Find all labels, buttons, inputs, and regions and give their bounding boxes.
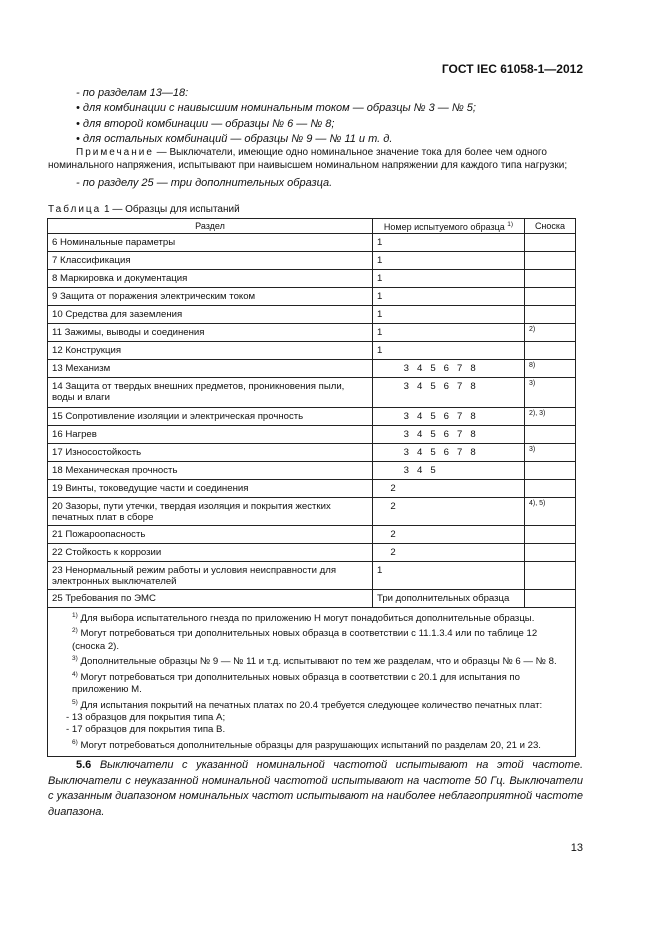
footnote-marker: 3) [72,655,78,663]
test-sample-list [76,86,476,147]
header-footnote: Сноска [525,219,576,234]
list-item: • для остальных комбинаций — образцы № 9 — № 11 и т. д. [76,132,393,145]
table-row [48,444,576,462]
header-sample-label: Номер испытуемого образца [383,221,505,232]
row-footnote: 3) [525,444,576,462]
table-row [48,234,576,252]
row-section: 7 Классификация [48,252,373,270]
row-footnote [525,562,576,590]
row-sample: 3 4 5 6 7 8 [373,426,525,444]
row-sample: 2 [373,480,525,498]
row-sample: 1 [373,324,525,342]
row-sample: 3 4 5 6 7 8 [373,360,525,378]
row-footnote [525,462,576,480]
row-section: 9 Защита от поражения электрическим током [48,288,373,306]
row-section: 11 Зажимы, выводы и соединения [48,324,373,342]
table-caption-label: Таблица [48,204,102,215]
row-section: 22 Стойкость к коррозии [48,544,373,562]
row-sample: 3 4 5 6 7 8 [373,408,525,426]
row-sample: Три дополнительных образца [373,590,525,608]
footnote-5-item-b: - 17 образцов для покрытия типа В. [66,724,226,736]
table-row [48,408,576,426]
table-row [48,462,576,480]
row-section: 25 Требования по ЭМС [48,590,373,608]
table-row [48,426,576,444]
footnote-marker: 6) [72,738,78,746]
document-header: ГОСТ IEC 61058-1—2012 [441,62,583,76]
row-footnote: 8) [525,360,576,378]
table-row [48,480,576,498]
clause-5-6 [48,758,583,820]
row-footnote [525,270,576,288]
row-section: 14 Защита от твердых внешних предметов, проникновения пыли, воды и влаги [48,378,373,408]
table-row [48,306,576,324]
footnote-text: Могут потребоваться три дополнительных новых образца в соответствии с 11.1.3.4 или по таблице 12 (сноска 2). [72,628,538,652]
row-sample: 2 [373,526,525,544]
table-row [48,342,576,360]
header-sample-number [373,219,525,234]
footnote-marker: 2) [72,627,78,635]
row-footnote [525,590,576,608]
footnote-5-item-a: - 13 образцов для покрытия типа А; [66,712,226,724]
footnote-text: Могут потребоваться дополнительные образцы для разрушающих испытаний по разделам 20, 21 и 23. [77,739,541,751]
footnote-5 [54,697,571,712]
row-footnote [525,288,576,306]
table-row [48,590,576,608]
row-footnote [525,480,576,498]
footnote-text: Для выбора испытательного гнезда по приложению Н могут понадобиться дополнительные образцы. [77,613,535,625]
table-row [48,270,576,288]
row-footnote [525,252,576,270]
note-text: — Выключатели, имеющие одно номинальное значение тока для более чем одного номинального напряжения, испытывают при наивысшем номинальном напряжении для каждого типа нагрузки; [48,147,568,171]
header-sample-sup: 1) [507,220,514,228]
row-sample: 1 [373,562,525,590]
footnote-text: Для испытания покрытий на печатных платах по 20.4 требуется следующее количество печатных плат: [77,699,543,711]
footnote-1 [54,610,571,625]
row-footnote [525,342,576,360]
header-section: Раздел [48,219,373,234]
row-footnote [525,306,576,324]
row-section: 21 Пожароопасность [48,526,373,544]
row-section: 8 Маркировка и документация [48,270,373,288]
table-row [48,526,576,544]
row-sample: 1 [373,342,525,360]
table-row [48,378,576,408]
footnote-marker: 5) [72,698,78,706]
table-row [48,562,576,590]
list-item: • для второй комбинации — образцы № 6 — № 8; [76,117,335,130]
row-footnote [525,234,576,252]
clause-number: 5.6 [76,759,92,771]
row-section: 16 Нагрев [48,426,373,444]
row-section: 23 Ненормальный режим работы и условия неисправности для электронных выключателей [48,562,373,590]
table-row [48,324,576,342]
row-section: 12 Конструкция [48,342,373,360]
row-footnote: 2) [525,324,576,342]
footnote-marker: 4) [72,670,78,678]
row-footnote [525,526,576,544]
row-section: 13 Механизм [48,360,373,378]
note-label: Примечание [76,147,154,158]
list-item: - по разделам 13—18: [76,87,189,99]
row-section: 18 Механическая прочность [48,462,373,480]
page-number: 13 [570,842,583,854]
row-section: 15 Сопротивление изоляции и электрическая прочность [48,408,373,426]
table-footnotes-row [48,608,576,757]
table-row [48,498,576,526]
table-row [48,252,576,270]
table-row [48,288,576,306]
row-sample: 3 4 5 [373,462,525,480]
row-sample: 1 [373,288,525,306]
row-sample: 2 [373,544,525,562]
footnote-3 [54,653,571,668]
row-sample: 1 [373,306,525,324]
row-section: 19 Винты, токоведущие части и соединения [48,480,373,498]
table-row [48,544,576,562]
samples-table [47,218,576,757]
row-footnote: 4), 5) [525,498,576,526]
row-sample: 1 [373,252,525,270]
row-footnote: 2), 3) [525,408,576,426]
table-caption-text: 1 — Образцы для испытаний [101,204,240,215]
row-footnote: 3) [525,378,576,408]
list-item: • для комбинации с наивысшим номинальным током — образцы № 3 — № 5; [76,102,476,115]
footnote-text: Могут потребоваться три дополнительных новых образца в соответствии с 20.1 для испытания по приложению М. [72,671,520,696]
row-sample: 2 [373,498,525,526]
note-paragraph [48,146,584,172]
footnote-text: Дополнительные образцы № 9 — № 11 и т.д. испытывают по тем же разделам, что и образцы № 6 — № 8. [77,656,557,668]
row-sample: 3 4 5 6 7 8 [373,444,525,462]
row-sample: 1 [373,270,525,288]
clause-text: Выключатели с указанной номинальной частотой испытывают на этой частоте. Выключатели с неуказанной номинальной частотой испытывают на частоте 50 Гц. Выключатели с указанным диапазоном номинальных частот испытывают на наиболее неблагоприятной частоте диапазона. [48,759,583,818]
row-sample: 1 [373,234,525,252]
footnote-2 [54,625,571,653]
footnote-marker: 1) [72,612,78,619]
table-row [48,360,576,378]
list-item-section-25: - по разделу 25 — три дополнительных образца. [76,177,333,189]
footnote-4 [54,669,571,697]
row-section: 20 Зазоры, пути утечки, твердая изоляция и покрытия жестких печатных плат в сборе [48,498,373,526]
row-section: 10 Средства для заземления [48,306,373,324]
table-caption [48,204,240,215]
row-footnote [525,544,576,562]
row-footnote [525,426,576,444]
row-sample: 3 4 5 6 7 8 [373,378,525,408]
table-footnotes [48,608,576,757]
row-section: 17 Износостойкость [48,444,373,462]
footnote-6 [54,737,571,752]
row-section: 6 Номинальные параметры [48,234,373,252]
table-header-row [48,219,576,234]
